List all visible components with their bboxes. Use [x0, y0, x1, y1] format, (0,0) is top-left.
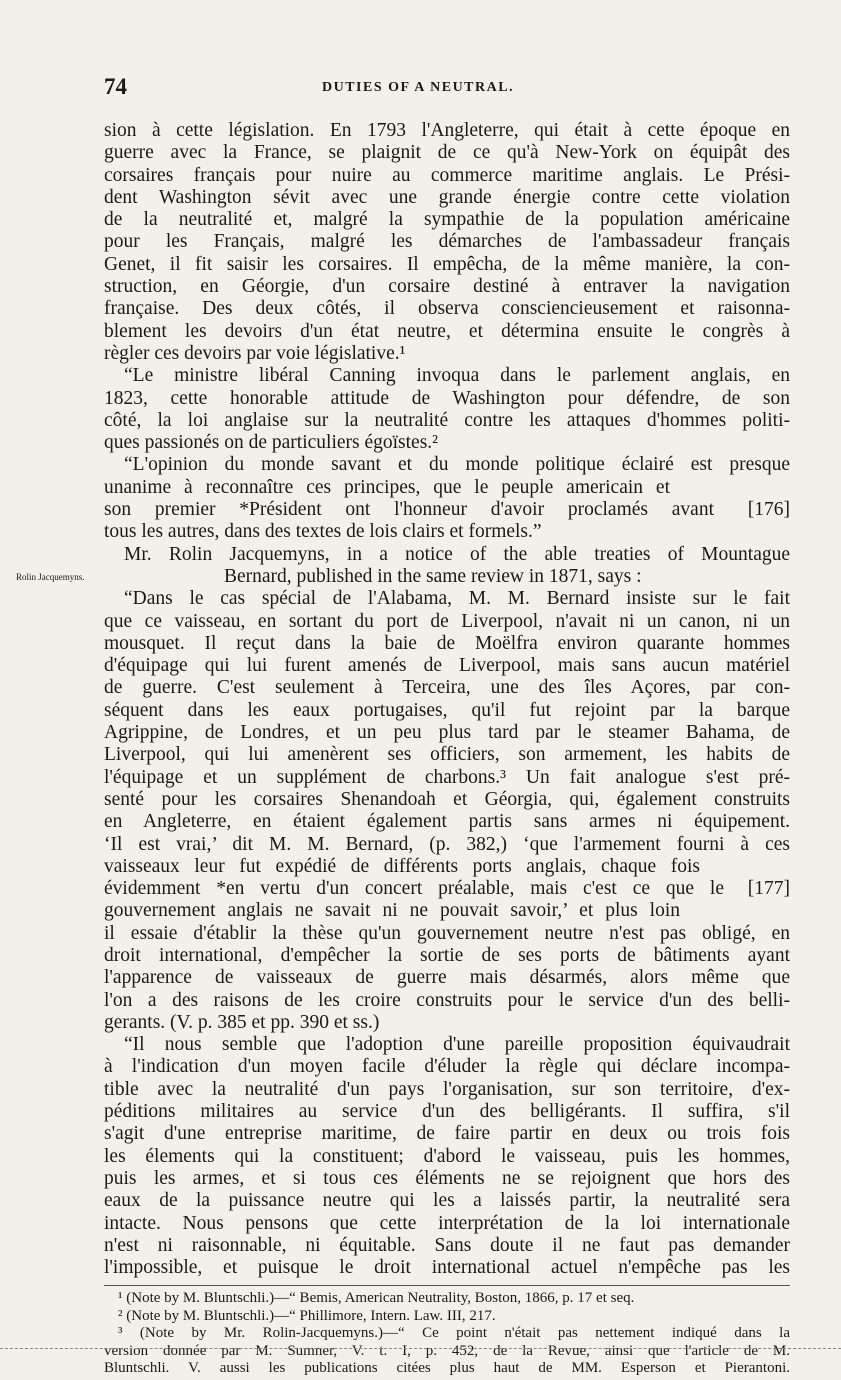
text-line: de guerre. C'est seulement à Terceira, une des îles Açores, par con-: [104, 677, 790, 699]
text-line: il essaie d'établir la thèse qu'un gouvernement neutre n'est pas obligé, en: [104, 922, 790, 944]
text-line: tous les autres, dans des textes de lois clairs et formels.”: [104, 521, 542, 543]
text-line: [104, 878, 790, 900]
text-line: gouvernement anglais ne savait ni ne pouvait savoir,’ et plus loin: [104, 900, 680, 922]
text-line: senté pour les corsaires Shenandoah et Géorgia, qui, également construits: [104, 788, 790, 810]
text-line: côté, la loi anglaise sur la neutralité contre les attaques d'hommes politi-: [104, 409, 790, 431]
text-line: à l'indication d'un moyen facile d'éluder la règle qui déclare incompa-: [104, 1056, 790, 1078]
text-line: s'agit d'une entreprise maritime, de faire partir en deux ou trois fois: [104, 1123, 790, 1145]
text-line: “Dans le cas spécial de l'Alabama, M. M. Bernard insiste sur le fait: [124, 588, 790, 610]
text-line: [16, 565, 790, 588]
text-line: [104, 499, 790, 521]
margin-sidenote: Rolin Jacquemyns.: [16, 571, 85, 582]
text-line: règler ces devoirs par voie législative.¹: [104, 342, 406, 364]
text-line: séquent dans les eaux portugaises, qu'il fut rejoint par la barque: [104, 699, 790, 721]
text-line: de la neutralité et, malgré la sympathie de la population américaine: [104, 209, 790, 231]
text-line: française. Des deux côtés, il observa consciencieusement et raisonna-: [104, 298, 790, 320]
text-line: l'on a des raisons de les croire construits pour le service d'un des belli-: [104, 989, 790, 1011]
text-line: que ce vaisseau, en sortant du port de Liverpool, n'avait ni un canon, ni un: [104, 610, 790, 632]
text-line: d'équipage qui lui furent amenés de Liverpool, mais sans aucun matériel: [104, 655, 790, 677]
text-line: péditions militaires au service d'un des belligérants. Il suffira, s'il: [104, 1101, 790, 1123]
text-line: ques passionés on de particuliers égoïstes.²: [104, 432, 439, 454]
text-line: corsaires français pour nuire au commerce maritime anglais. Le Prési-: [104, 164, 790, 186]
footnote-line: version donnée par M. Sumner, V. t. I, p. 452, de la Revue, ainsi que l'article de M.: [104, 1342, 790, 1359]
footnote-line: ¹ (Note by M. Bluntschli.)—“ Bemis, American Neutrality, Boston, 1866, p. 17 et seq.: [118, 1290, 635, 1307]
text-line: unanime à reconnaître ces principes, que le peuple americain et: [104, 476, 670, 498]
margin-page-ref: [176]: [740, 499, 790, 521]
footnote-line: ² (Note by M. Bluntschli.)—“ Phillimore, Intern. Law. III, 217.: [118, 1307, 496, 1324]
margin-page-ref: [177]: [740, 878, 790, 900]
page-number: 74: [104, 74, 127, 99]
text-line: 1823, cette honorable attitude de Washington pour défendre, de son: [104, 387, 790, 409]
text-line: l'impossible, et puisque le droit international actuel n'empêche pas les: [104, 1257, 790, 1279]
text-line: l'apparence de vaisseaux de guerre mais désarmés, alors même que: [104, 967, 790, 989]
text-line-content: son premier *Président ont l'honneur d'avoir proclamés avant: [104, 499, 714, 521]
body-text: [16, 120, 790, 1279]
text-line: ‘Il est vrai,’ dit M. M. Bernard, (p. 382,) ‘que l'armement fourni à ces: [104, 833, 790, 855]
page-bottom-edge: [0, 1348, 841, 1349]
text-line: gerants. (V. p. 385 et pp. 390 et ss.): [104, 1011, 380, 1033]
text-line: guerre avec la France, se plaignit de ce qu'à New-York on équipât des: [104, 142, 790, 164]
text-line: “Le ministre libéral Canning invoqua dans le parlement anglais, en: [124, 365, 790, 387]
text-line: “L'opinion du monde savant et du monde politique éclairé est presque: [124, 454, 790, 476]
text-line: eaux de la puissance neutre qui les a laissés partir, la neutralité sera: [104, 1190, 790, 1212]
page-header: [104, 74, 790, 106]
text-line: struction, en Géorgie, d'un corsaire destiné à entraver la navigation: [104, 276, 790, 298]
text-line: droit international, d'empêcher la sortie de ses ports de bâtiments ayant: [104, 944, 790, 966]
footnotes: [104, 1290, 790, 1378]
text-line: vaisseaux leur fut expédié de différents ports anglais, chaque fois: [104, 855, 700, 877]
text-line-content: Bernard, published in the same review in 1871, says :: [224, 565, 642, 587]
text-line: n'est ni raisonnable, ni équitable. Sans doute il ne faut pas demander: [104, 1234, 790, 1256]
text-line: sion à cette législation. En 1793 l'Angleterre, qui était à cette époque en: [104, 120, 790, 141]
text-line: les élements qui la constituent; d'abord le vaisseau, puis les hommes,: [104, 1145, 790, 1167]
text-line-content: évidemment *en vertu d'un concert préalable, mais c'est ce que le: [104, 878, 724, 900]
text-line: Liverpool, qui lui amenèrent ses officiers, son armement, les habits de: [104, 744, 790, 766]
text-line: en Angleterre, en étaient également partis sans armes ni équipement.: [104, 811, 790, 833]
text-line: puis les armes, et si tous ces éléments ne se rejoignent que hors des: [104, 1167, 790, 1189]
text-line: intacte. Nous pensons que cette interprétation de la loi internationale: [104, 1212, 790, 1234]
text-line: “Il nous semble que l'adoption d'une pareille proposition équivaudrait: [124, 1034, 790, 1056]
text-line: pour les Français, malgré les démarches de l'ambassadeur français: [104, 231, 790, 253]
footnote-divider: [104, 1285, 790, 1286]
book-page: [16, 74, 790, 1378]
text-line: tible avec la neutralité d'un pays l'organisation, sur son territoire, d'ex-: [104, 1078, 790, 1100]
text-line: Genet, il fit saisir les corsaires. Il empêcha, de la même manière, la con-: [104, 253, 790, 275]
text-line: Mr. Rolin Jacquemyns, in a notice of the able treaties of Mountague: [124, 543, 790, 565]
text-line: blement les devoirs d'un état neutre, et détermina ensuite le congrès à: [104, 320, 790, 342]
footnote-line: Bluntschli. V. aussi les publications citées plus haut de MM. Esperson et Pierantoni.: [104, 1360, 790, 1377]
running-title: DUTIES OF A NEUTRAL.: [322, 80, 515, 95]
text-line: l'équipage et un supplément de charbons.³ Un fait analogue s'est pré-: [104, 766, 790, 788]
text-line: dent Washington sévit avec une grande énergie contre cette violation: [104, 186, 790, 208]
text-line: mousquet. Il reçut dans la baie de Moëlfra environ quarante hommes: [104, 632, 790, 654]
footnote-line: ³ (Note by Mr. Rolin-Jacquemyns.)—“ Ce point n'était pas nettement indiqué dans la: [118, 1325, 790, 1342]
text-line: Agrippine, de Londres, et un peu plus tard par le steamer Bahama, de: [104, 722, 790, 744]
